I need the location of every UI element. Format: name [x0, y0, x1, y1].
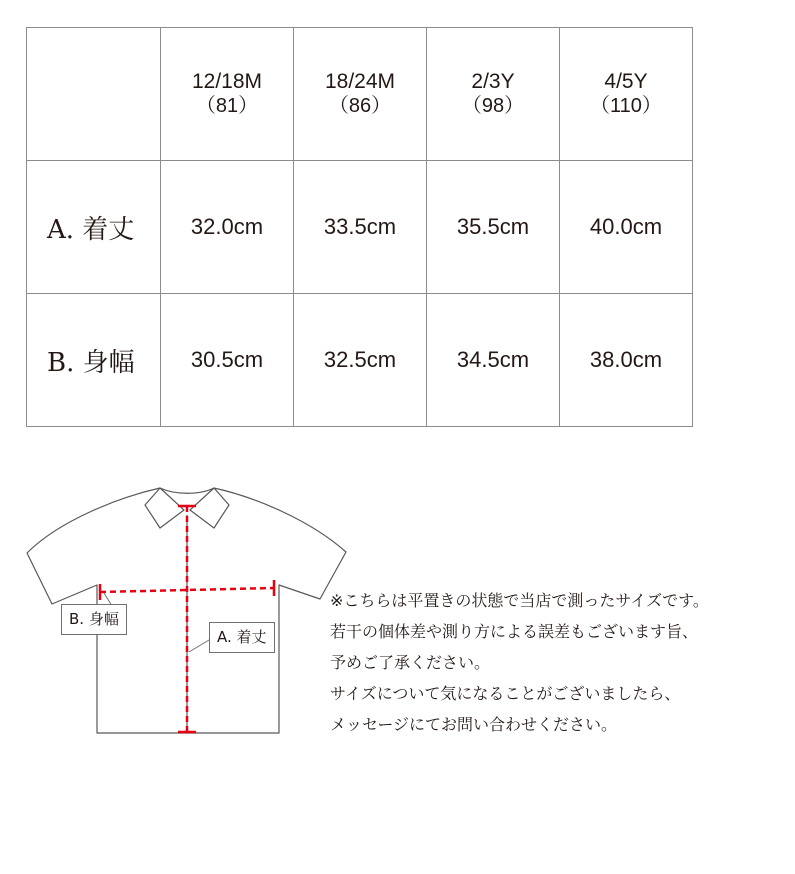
note-line: メッセージにてお問い合わせください。 — [330, 715, 618, 734]
note-line: サイズについて気になることがございましたら、 — [330, 684, 681, 703]
size-name: 2/3Y — [471, 70, 515, 93]
size-height: （98） — [461, 95, 525, 117]
table-header-cell — [294, 28, 427, 161]
table-header-cell — [427, 28, 560, 161]
row-label: B. 身幅 — [27, 294, 161, 427]
width-label: B. 身幅 — [61, 604, 127, 635]
size-name: 12/18M — [191, 70, 263, 93]
table-row-width — [27, 294, 693, 427]
table-cell: 38.0cm — [560, 294, 693, 427]
table-cell: 32.0cm — [161, 161, 294, 294]
size-notes — [330, 585, 709, 740]
size-height: （86） — [328, 95, 392, 117]
collar-back-outline — [160, 488, 214, 493]
table-row-length — [27, 161, 693, 294]
collar-right-outline — [190, 488, 229, 528]
table-corner-cell — [27, 28, 161, 161]
table-cell: 30.5cm — [161, 294, 294, 427]
note-line: 若干の個体差や測り方による誤差もございます旨、 — [330, 622, 699, 641]
size-height: （81） — [195, 95, 259, 117]
table-header-cell — [560, 28, 693, 161]
size-table — [26, 27, 693, 427]
size-name: 18/24M — [324, 70, 396, 93]
table-cell: 33.5cm — [294, 161, 427, 294]
table-header-row — [27, 28, 693, 161]
table-cell: 32.5cm — [294, 294, 427, 427]
note-line: ※こちらは平置きの状態で当店で測ったサイズです。 — [330, 591, 709, 610]
shirt-diagram — [0, 470, 360, 750]
length-label: A. 着丈 — [209, 622, 275, 653]
size-height: （110） — [590, 95, 662, 117]
table-cell: 40.0cm — [560, 161, 693, 294]
size-name: 4/5Y — [604, 70, 648, 93]
collar-left-outline — [145, 488, 184, 528]
table-cell: 35.5cm — [427, 161, 560, 294]
length-label-leader — [189, 640, 209, 652]
row-label: A. 着丈 — [27, 161, 161, 294]
table-header-cell — [161, 28, 294, 161]
table-cell: 34.5cm — [427, 294, 560, 427]
note-line: 予めご了承ください。 — [330, 653, 491, 672]
